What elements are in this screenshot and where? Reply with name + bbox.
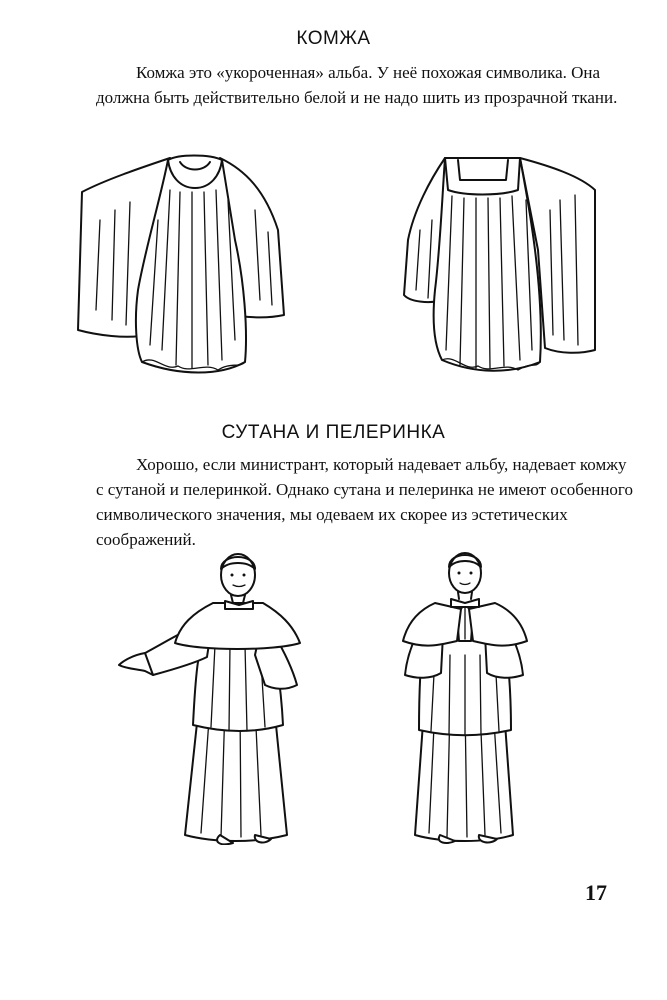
paragraph-line: Комжа это «укороченная» альба. У неё похожая символика. Она	[136, 63, 601, 82]
paragraph-line: должна быть действительно белой и не надо шить из прозрачной ткани.	[96, 88, 618, 107]
surplice-illustration-square-neck	[390, 140, 620, 390]
section-title-sutana: СУТАНА И ПЕЛЕРИНКА	[221, 422, 446, 443]
altar-server-illustration-praying	[395, 545, 535, 845]
paragraph-line: с сутаной и пелеринкой. Однако сутана и пелеринка не имеют особенного	[96, 480, 633, 499]
paragraph-sutana	[96, 452, 633, 552]
page-number: 17	[585, 880, 607, 905]
section-title-komzha: КОМЖА	[296, 28, 371, 49]
surplice-illustration-round-neck	[70, 140, 310, 390]
altar-server-illustration-gesturing	[115, 545, 315, 845]
paragraph-line: символического значения, мы одеваем их скорее из эстетических	[96, 505, 568, 524]
paragraph-line: Хорошо, если министрант, который надевает альбу, надевает комжу	[136, 455, 627, 474]
paragraph-line: соображений.	[96, 530, 196, 549]
paragraph-komzha	[96, 60, 616, 110]
